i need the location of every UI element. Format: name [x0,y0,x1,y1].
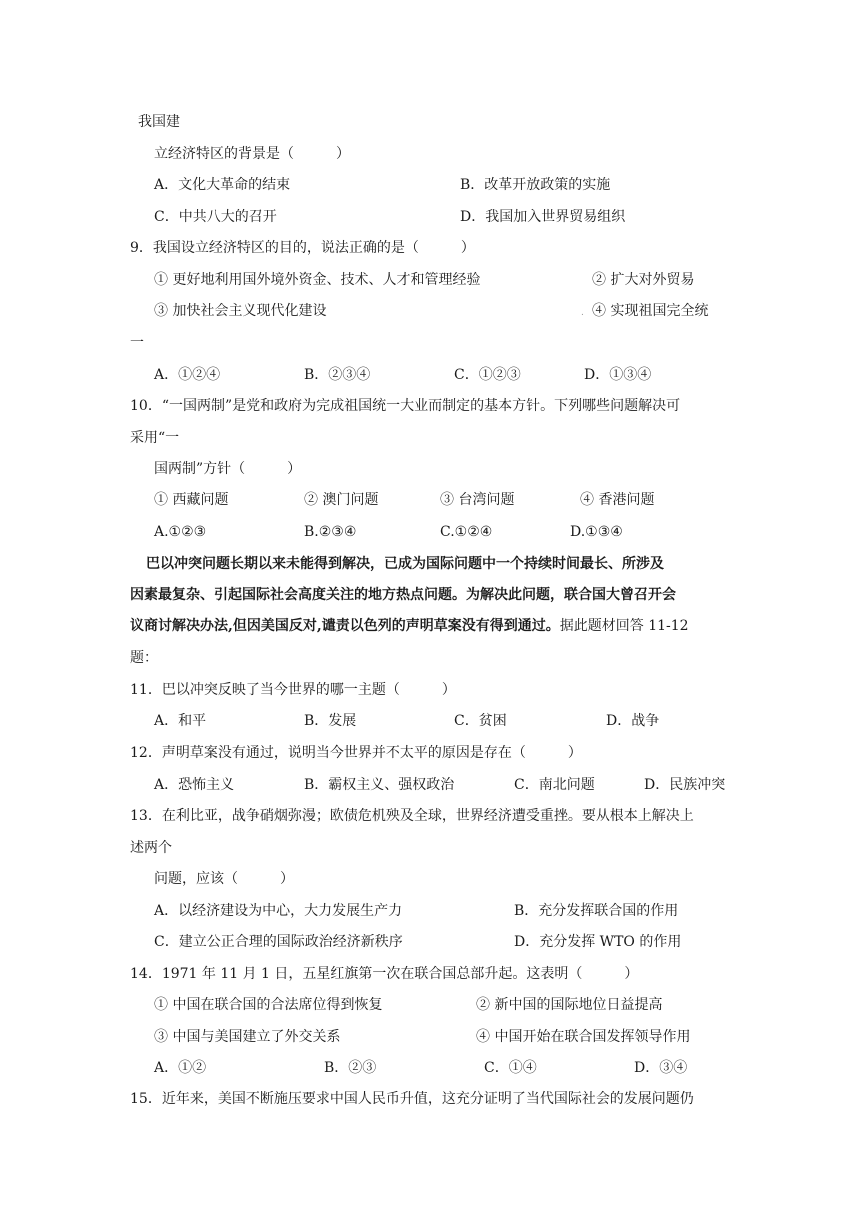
text-line [130,744,582,762]
option-item: ① 更好地利用国外境外资金、技术、人才和管理经验 [154,272,481,288]
line-text: 巴以冲突问题长期以来未能得到解决，已成为国际问题中一个持续时间最长、所涉及 [146,556,664,572]
option-item: A.①②③ [154,524,207,540]
option-item: D．充分发挥 WTO 的作用 [514,934,682,950]
option-row [154,271,720,289]
text-line [154,145,350,163]
option-row [154,996,720,1014]
option-item: A．①② [154,1060,207,1076]
text-line [130,681,456,699]
line-text: 因素最复杂、引起国际社会高度关注的地方热点问题。为解决此问题，联合国大曾召开会 [130,587,676,603]
option-item: B．改革开放政策的实施 [460,177,611,193]
option-item: ④ 实现祖国完全统 [592,303,709,319]
line-text: 立经济特区的背景是（ ） [154,146,350,162]
option-item: D．③④ [634,1060,688,1076]
text-line [130,397,680,415]
option-row [154,523,720,541]
line-text: 一 [130,335,144,351]
option-row [154,176,720,194]
option-item: D．民族冲突 [644,777,726,793]
option-item: D．战争 [606,713,660,729]
option-row [154,1059,720,1077]
passage-line [146,555,664,573]
option-item: B．②③ [324,1060,377,1076]
option-item: B．发展 [304,713,357,729]
option-item: C．中共八大的召开 [154,209,277,225]
line-text: 问题，应该（ ） [154,871,294,887]
text-line [130,965,638,983]
scan-dot: . [581,308,584,318]
text-line [130,649,158,667]
option-row [154,776,726,794]
option-item: B．霸权主义、强权政治 [304,777,455,793]
line-text: 15．近年来，美国不断施压要求中国人民币升值，这充分证明了当代国际社会的发展问题仍 [130,1091,694,1107]
text-line [138,113,180,131]
text-line [130,239,475,257]
option-item: ② 扩大对外贸易 [592,272,695,288]
line-tail-text: 据此题材回答 11-12 [559,618,689,634]
option-row [154,902,720,920]
text-line [154,870,294,888]
text-line [154,460,301,478]
text-line [130,1090,694,1108]
option-row [154,491,720,509]
line-text: 9．我国设立经济特区的目的，说法正确的是（ ） [130,240,475,256]
option-row [154,366,720,384]
option-item: ③ 台湾问题 [440,492,515,508]
option-item: ④ 中国开始在联合国发挥领导作用 [476,1029,691,1045]
option-item: A．和平 [154,713,207,729]
option-item: B．充分发挥联合国的作用 [514,903,679,919]
option-item: ① 中国在联合国的合法席位得到恢复 [154,997,383,1013]
option-row [154,208,720,226]
option-item: C．①④ [484,1060,537,1076]
line-text: 议商讨解决办法,但因美国反对,谴责以色列的声明草案没有得到通过。 [130,618,560,634]
option-item: C．南北问题 [514,777,595,793]
text-line [130,429,179,447]
line-text: 14．1971 年 11 月 1 日，五星红旗第一次在联合国总部升起。这表明（ ） [130,966,639,982]
option-item: ③ 中国与美国建立了外交关系 [154,1029,341,1045]
line-text: 11．巴以冲突反映了当今世界的哪一主题（ ） [130,682,456,698]
option-item: D．我国加入世界贸易组织 [460,209,626,225]
option-item: B.②③④ [304,524,357,540]
option-item: A．①②④ [154,367,221,383]
option-item: ② 澳门问题 [304,492,379,508]
option-item: C.①②④ [440,524,493,540]
option-row [154,712,720,730]
option-item: ③ 加快社会主义现代化建设 [154,303,327,319]
line-text: 12．声明草案没有通过，说明当今世界并不太平的原因是存在（ ） [130,745,582,761]
line-text: 述两个 [130,840,172,856]
text-line [130,334,144,352]
option-item: A．以经济建设为中心，大力发展生产力 [154,903,403,919]
line-text: 我国建 [138,114,180,130]
passage-line [130,617,689,635]
line-text: 国两制”方针（ ） [154,461,302,477]
option-row [154,933,720,951]
option-item: ② 新中国的国际地位日益提高 [476,997,663,1013]
option-item: A．恐怖主义 [154,777,235,793]
option-item: ① 西藏问题 [154,492,229,508]
option-item: C．①②③ [454,367,521,383]
text-line [130,839,172,857]
option-item: D．①③④ [584,367,652,383]
option-item: ④ 香港问题 [580,492,655,508]
line-text: 10．“一国两制”是党和政府为完成祖国统一大业而制定的基本方针。下列哪些问题解决可 [130,398,681,414]
option-row [154,1028,720,1046]
text-line [130,807,694,825]
line-text: 采用“一 [130,430,180,446]
option-item: C．贫困 [454,713,507,729]
option-item: A．文化大革命的结束 [154,177,291,193]
option-row [154,302,720,320]
passage-line [130,586,676,604]
option-item: C．建立公正合理的国际政治经济新秩序 [154,934,403,950]
line-text: 13．在利比亚，战争硝烟弥漫；欧债危机殃及全球，世界经济遭受重挫。要从根本上解决上 [130,808,694,824]
line-text: 题： [130,650,158,666]
option-item: B．②③④ [304,367,371,383]
option-item: D.①③④ [570,524,623,540]
